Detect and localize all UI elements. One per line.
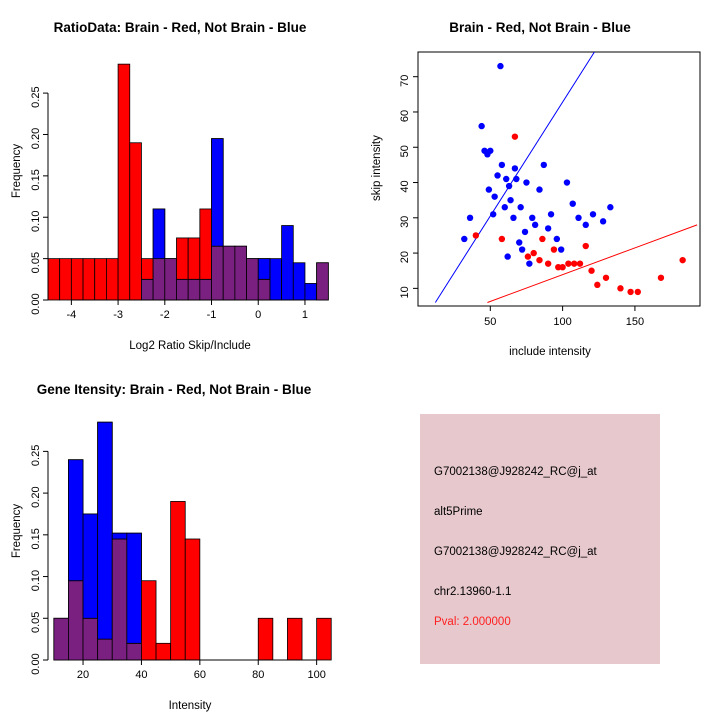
svg-text:10: 10 — [399, 286, 411, 299]
ratio-histogram-ylabel: Frequency — [11, 143, 23, 199]
svg-text:40: 40 — [135, 669, 148, 681]
panel-gene-histogram — [0, 360, 360, 720]
svg-text:30: 30 — [399, 215, 411, 228]
gene-histogram-title: Gene Itensity: Brain - Red, Not Brain - Blue — [36, 382, 312, 397]
info-gene-id: G7002138@J928242_RC@j_at — [434, 546, 597, 558]
svg-text:0.25: 0.25 — [30, 444, 42, 467]
svg-text:0.25: 0.25 — [30, 86, 42, 108]
svg-text:150: 150 — [625, 316, 645, 328]
svg-text:0.05: 0.05 — [30, 251, 42, 274]
svg-text:0.15: 0.15 — [30, 169, 42, 191]
info-locus: chr2.13960-1.1 — [434, 586, 512, 598]
ratio-histogram-xlabel: Log2 Ratio Skip/Include — [129, 340, 251, 352]
info-probe-id: G7002138@J928242_RC@j_at — [434, 466, 597, 478]
ratio-histogram-plot — [0, 0, 360, 360]
svg-text:40: 40 — [399, 180, 411, 193]
svg-text:100: 100 — [553, 316, 572, 328]
svg-text:0.05: 0.05 — [30, 611, 42, 633]
panel-ratio-histogram — [0, 0, 360, 360]
info-pval: Pval: 2.000000 — [434, 616, 511, 628]
svg-text:60: 60 — [399, 109, 411, 123]
svg-text:0.20: 0.20 — [30, 127, 42, 150]
svg-text:20: 20 — [399, 250, 411, 264]
ratio-histogram-title: RatioData: Brain - Red, Not Brain - Blue — [53, 20, 307, 35]
info-event-type: alt5Prime — [434, 506, 483, 518]
scatter-xlabel: include intensity — [509, 346, 591, 358]
gene-histogram-ylabel: Frequency — [11, 503, 23, 559]
svg-text:-3: -3 — [113, 309, 123, 321]
svg-text:0.10: 0.10 — [30, 569, 42, 592]
svg-text:0.10: 0.10 — [30, 210, 42, 232]
panel-scatter — [360, 0, 720, 360]
gene-histogram-plot — [0, 360, 360, 720]
panel-info — [360, 360, 720, 720]
svg-text:-4: -4 — [66, 309, 77, 321]
scatter-ylabel: skip intensity — [371, 135, 383, 201]
scatter-title: Brain - Red, Not Brain - Blue — [449, 20, 631, 35]
svg-text:0.00: 0.00 — [30, 653, 42, 675]
gene-histogram-xlabel: Intensity — [168, 700, 212, 712]
svg-text:0.15: 0.15 — [30, 528, 42, 550]
svg-text:20: 20 — [76, 669, 90, 681]
svg-text:70: 70 — [399, 74, 411, 87]
svg-text:0: 0 — [255, 309, 262, 321]
svg-text:50: 50 — [399, 145, 411, 158]
svg-text:100: 100 — [307, 669, 326, 681]
info-box — [420, 414, 660, 664]
svg-text:1: 1 — [301, 309, 309, 321]
svg-text:50: 50 — [484, 316, 497, 328]
scatter-plot — [360, 0, 720, 360]
svg-text:-1: -1 — [206, 309, 217, 321]
svg-text:80: 80 — [252, 669, 265, 681]
svg-text:0.20: 0.20 — [30, 486, 42, 508]
svg-text:-2: -2 — [159, 309, 170, 321]
svg-text:60: 60 — [193, 669, 206, 681]
svg-text:0.00: 0.00 — [30, 293, 42, 315]
